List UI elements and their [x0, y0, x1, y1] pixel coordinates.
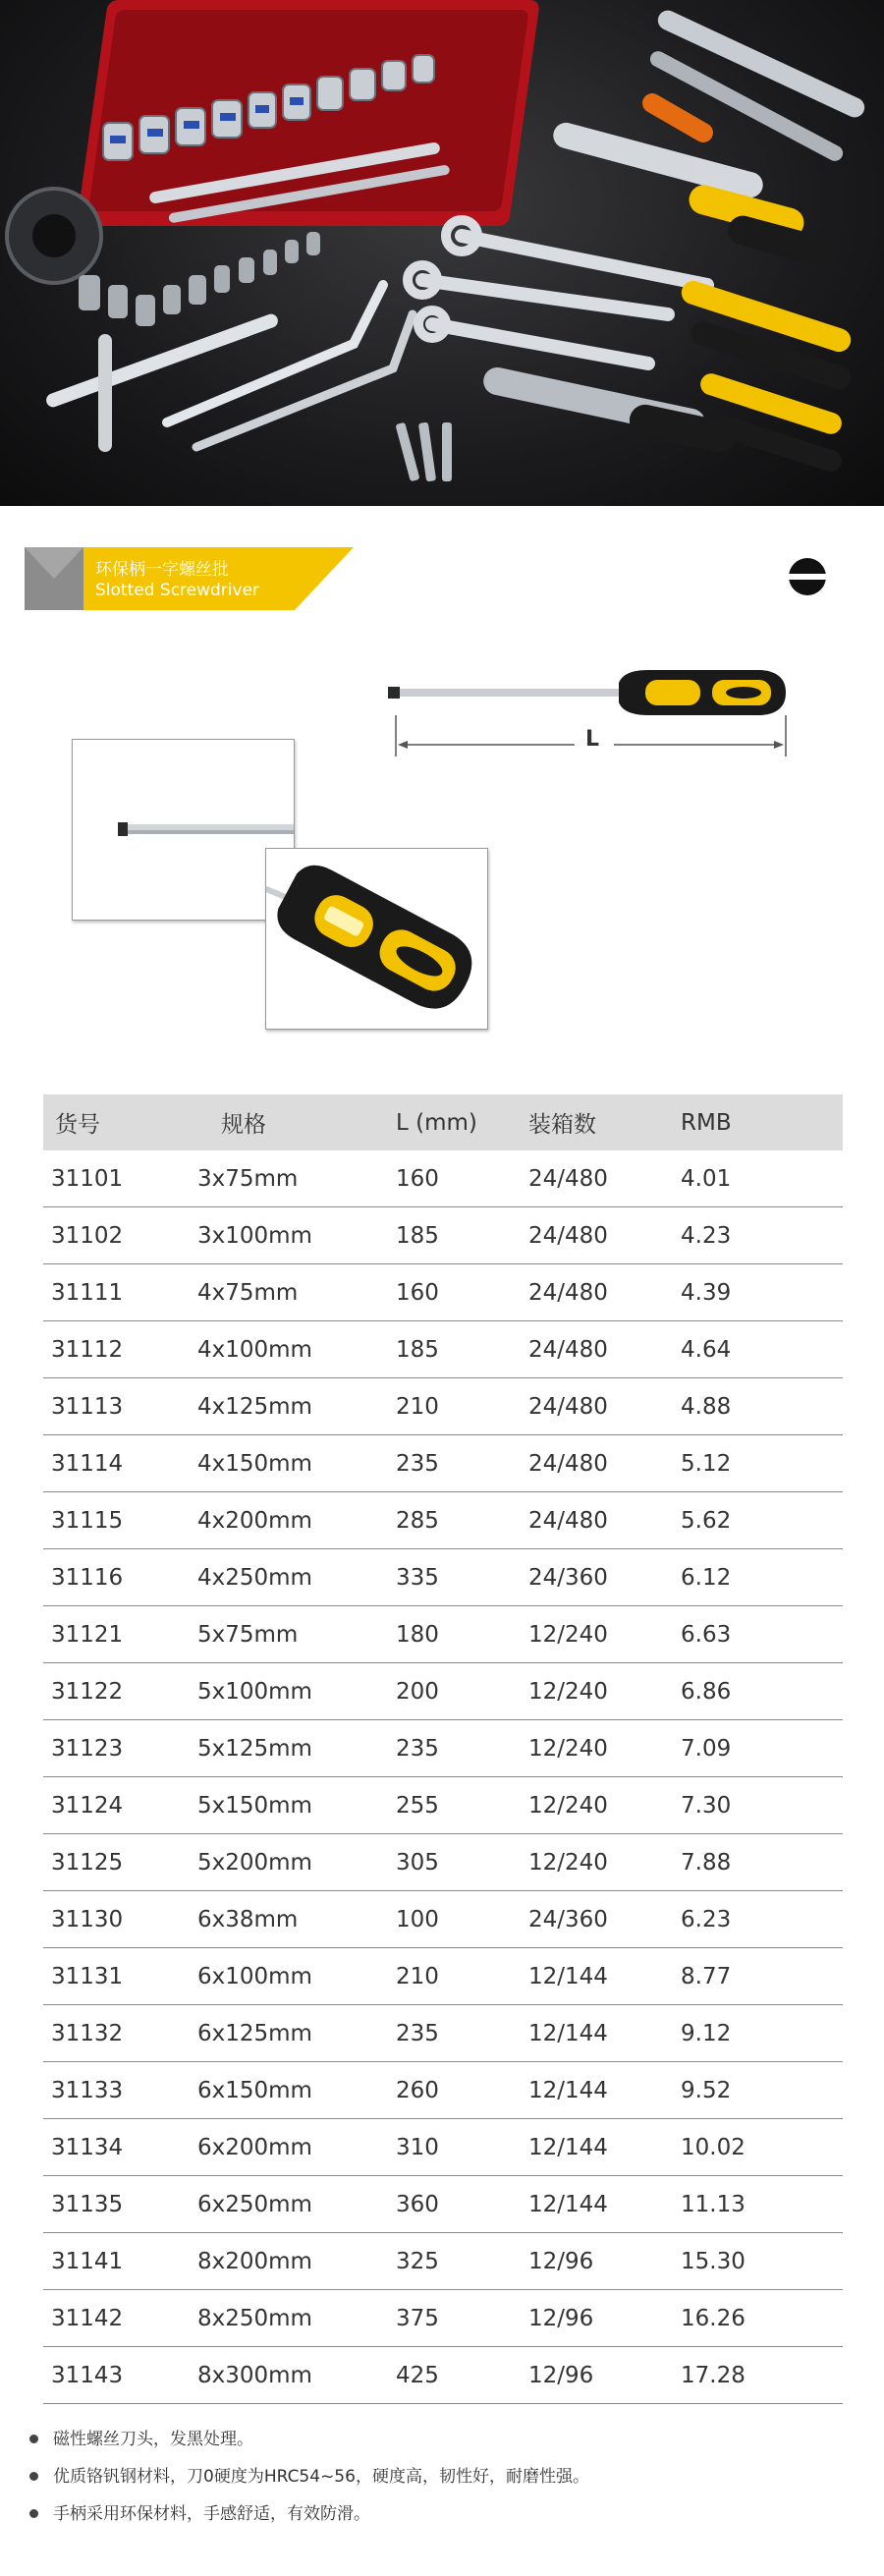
cell-carton-qty: 24/480	[528, 1321, 681, 1378]
cell-spec: 5x125mm	[197, 1720, 396, 1777]
bullet-icon	[29, 2435, 38, 2443]
table-row	[43, 1606, 843, 1663]
cell-item-no: 31113	[43, 1378, 197, 1435]
table-row	[43, 2062, 843, 2119]
table-row	[43, 1891, 843, 1948]
cell-carton-qty: 12/144	[528, 2005, 681, 2062]
cell-carton-qty: 12/96	[528, 2290, 681, 2347]
cell-price: 4.88	[681, 1378, 843, 1435]
cell-item-no: 31101	[43, 1150, 197, 1207]
dimension-label: L	[585, 727, 600, 752]
table-row	[43, 1207, 843, 1264]
cell-carton-qty: 12/144	[528, 2119, 681, 2176]
cell-price: 7.09	[681, 1720, 843, 1777]
cell-spec: 4x200mm	[197, 1492, 396, 1549]
cell-length: 235	[396, 1435, 528, 1492]
cell-price: 11.13	[681, 2176, 843, 2233]
hero-tools-photo	[0, 0, 884, 506]
table-row	[43, 1663, 843, 1720]
cell-carton-qty: 12/144	[528, 1948, 681, 2005]
handle-detail-image	[265, 848, 488, 1030]
cell-carton-qty: 12/144	[528, 2176, 681, 2233]
table-row	[43, 2119, 843, 2176]
cell-spec: 4x150mm	[197, 1435, 396, 1492]
cell-carton-qty: 12/240	[528, 1606, 681, 1663]
cell-item-no: 31133	[43, 2062, 197, 2119]
cell-price: 16.26	[681, 2290, 843, 2347]
header-length: L (mm)	[396, 1094, 528, 1150]
table-row	[43, 1378, 843, 1435]
cell-price: 8.77	[681, 1948, 843, 2005]
cell-length: 260	[396, 2062, 528, 2119]
cell-length: 310	[396, 2119, 528, 2176]
cell-length: 305	[396, 1834, 528, 1891]
cell-carton-qty: 24/480	[528, 1435, 681, 1492]
cell-carton-qty: 12/240	[528, 1720, 681, 1777]
banner-title-zh: 环保柄一字螺丝批	[95, 560, 229, 580]
table-row	[43, 2005, 843, 2062]
note-text: 磁性螺丝刀头，发黑处理。	[53, 2430, 253, 2449]
cell-length: 235	[396, 2005, 528, 2062]
cell-length: 210	[396, 1948, 528, 2005]
table-row	[43, 1720, 843, 1777]
header-price: RMB	[681, 1094, 843, 1150]
table-row	[43, 2233, 843, 2290]
tools-illustration	[0, 0, 884, 506]
cell-price: 6.12	[681, 1549, 843, 1606]
cell-price: 10.02	[681, 2119, 843, 2176]
header-item-no: 货号	[43, 1094, 197, 1150]
cell-spec: 6x250mm	[197, 2176, 396, 2233]
table-row	[43, 1549, 843, 1606]
cell-spec: 6x100mm	[197, 1948, 396, 2005]
cell-item-no: 31143	[43, 2347, 197, 2404]
note-item	[29, 2429, 864, 2466]
table-row	[43, 1948, 843, 2005]
cell-price: 4.01	[681, 1150, 843, 1207]
cell-length: 285	[396, 1492, 528, 1549]
cell-spec: 8x250mm	[197, 2290, 396, 2347]
cell-length: 200	[396, 1663, 528, 1720]
cell-carton-qty: 12/240	[528, 1663, 681, 1720]
note-text: 手柄采用环保材料，手感舒适，有效防滑。	[53, 2504, 370, 2524]
cell-item-no: 31130	[43, 1891, 197, 1948]
cell-price: 6.86	[681, 1663, 843, 1720]
cell-carton-qty: 24/480	[528, 1492, 681, 1549]
cell-length: 160	[396, 1150, 528, 1207]
cell-price: 5.12	[681, 1435, 843, 1492]
cell-price: 7.30	[681, 1777, 843, 1834]
cell-length: 210	[396, 1378, 528, 1435]
cell-item-no: 31114	[43, 1435, 197, 1492]
cell-spec: 3x100mm	[197, 1207, 396, 1264]
table-body	[43, 1150, 843, 2404]
cell-length: 360	[396, 2176, 528, 2233]
cell-price: 9.12	[681, 2005, 843, 2062]
cell-price: 7.88	[681, 1834, 843, 1891]
cell-carton-qty: 24/360	[528, 1891, 681, 1948]
cell-length: 255	[396, 1777, 528, 1834]
cell-spec: 6x150mm	[197, 2062, 396, 2119]
cell-item-no: 31125	[43, 1834, 197, 1891]
cell-length: 335	[396, 1549, 528, 1606]
cell-item-no: 31112	[43, 1321, 197, 1378]
note-item	[29, 2503, 864, 2541]
banner-title-en: Slotted Screwdriver	[95, 581, 260, 600]
cell-carton-qty: 12/96	[528, 2347, 681, 2404]
table-row	[43, 1150, 843, 1207]
cell-spec: 5x100mm	[197, 1663, 396, 1720]
cell-carton-qty: 24/480	[528, 1378, 681, 1435]
cell-spec: 6x125mm	[197, 2005, 396, 2062]
note-text: 优质铬钒钢材料，刀0硬度为HRC54~56，硬度高，韧性好，耐磨性强。	[53, 2467, 589, 2487]
cell-length: 425	[396, 2347, 528, 2404]
slotted-tip-icon	[788, 557, 827, 600]
screwdriver-product-image	[388, 658, 801, 770]
cell-spec: 8x300mm	[197, 2347, 396, 2404]
bullet-icon	[29, 2509, 38, 2518]
cell-length: 160	[396, 1264, 528, 1321]
cell-item-no: 31131	[43, 1948, 197, 2005]
cell-item-no: 31102	[43, 1207, 197, 1264]
cell-length: 325	[396, 2233, 528, 2290]
cell-spec: 5x75mm	[197, 1606, 396, 1663]
header-carton-qty: 装箱数	[528, 1094, 681, 1150]
table-header-row	[43, 1094, 843, 1150]
cell-carton-qty: 24/480	[528, 1207, 681, 1264]
table-row	[43, 1321, 843, 1378]
title-banner	[25, 547, 354, 610]
cell-price: 6.63	[681, 1606, 843, 1663]
cell-carton-qty: 12/240	[528, 1777, 681, 1834]
spec-table	[43, 1094, 843, 2404]
cell-item-no: 31132	[43, 2005, 197, 2062]
cell-item-no: 31121	[43, 1606, 197, 1663]
note-item	[29, 2466, 864, 2503]
tip-detail-image	[72, 739, 295, 921]
cell-price: 9.52	[681, 2062, 843, 2119]
cell-carton-qty: 12/144	[528, 2062, 681, 2119]
cell-spec: 5x200mm	[197, 1834, 396, 1891]
cell-price: 5.62	[681, 1492, 843, 1549]
cell-length: 185	[396, 1207, 528, 1264]
table-row	[43, 1492, 843, 1549]
cell-price: 15.30	[681, 2233, 843, 2290]
cell-item-no: 31135	[43, 2176, 197, 2233]
cell-carton-qty: 12/240	[528, 1834, 681, 1891]
cell-spec: 3x75mm	[197, 1150, 396, 1207]
cell-price: 4.64	[681, 1321, 843, 1378]
table-row	[43, 1264, 843, 1321]
table-row	[43, 2176, 843, 2233]
cell-item-no: 31124	[43, 1777, 197, 1834]
cell-spec: 4x75mm	[197, 1264, 396, 1321]
table-row	[43, 1435, 843, 1492]
cell-item-no: 31116	[43, 1549, 197, 1606]
table-row	[43, 2290, 843, 2347]
cell-length: 375	[396, 2290, 528, 2347]
cell-length: 180	[396, 1606, 528, 1663]
table-row	[43, 2347, 843, 2404]
cell-spec: 4x100mm	[197, 1321, 396, 1378]
cell-price: 4.23	[681, 1207, 843, 1264]
cell-length: 235	[396, 1720, 528, 1777]
cell-carton-qty: 24/480	[528, 1150, 681, 1207]
cell-price: 17.28	[681, 2347, 843, 2404]
cell-spec: 4x250mm	[197, 1549, 396, 1606]
table-row	[43, 1777, 843, 1834]
cell-length: 100	[396, 1891, 528, 1948]
cell-spec: 4x125mm	[197, 1378, 396, 1435]
cell-spec: 8x200mm	[197, 2233, 396, 2290]
cell-item-no: 31141	[43, 2233, 197, 2290]
cell-item-no: 31123	[43, 1720, 197, 1777]
cell-spec: 6x200mm	[197, 2119, 396, 2176]
cell-spec: 6x38mm	[197, 1891, 396, 1948]
cell-item-no: 31122	[43, 1663, 197, 1720]
cell-item-no: 31111	[43, 1264, 197, 1321]
cell-price: 6.23	[681, 1891, 843, 1948]
cell-spec: 5x150mm	[197, 1777, 396, 1834]
cell-item-no: 31134	[43, 2119, 197, 2176]
table-row	[43, 1834, 843, 1891]
header-spec: 规格	[197, 1094, 396, 1150]
bullet-icon	[29, 2472, 38, 2481]
cell-carton-qty: 24/360	[528, 1549, 681, 1606]
feature-notes	[29, 2429, 864, 2541]
cell-price: 4.39	[681, 1264, 843, 1321]
cell-carton-qty: 12/96	[528, 2233, 681, 2290]
cell-item-no: 31115	[43, 1492, 197, 1549]
cell-length: 185	[396, 1321, 528, 1378]
cell-item-no: 31142	[43, 2290, 197, 2347]
cell-carton-qty: 24/480	[528, 1264, 681, 1321]
